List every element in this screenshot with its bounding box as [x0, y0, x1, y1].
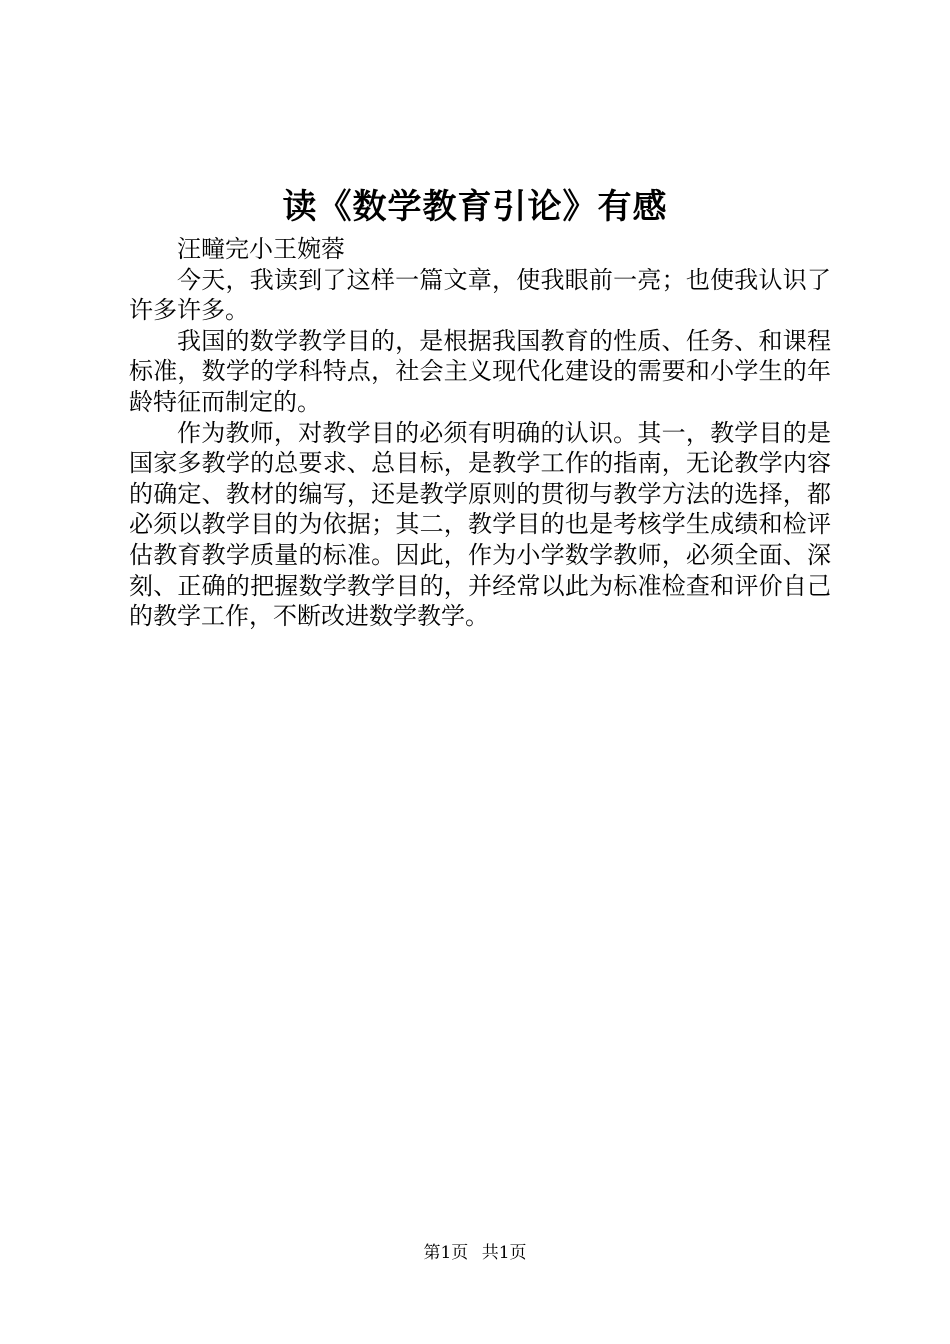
paragraph-1: 今天，我读到了这样一篇文章，使我眼前一亮；也使我认识了许多许多。	[129, 265, 831, 325]
paragraph-2: 我国的数学教学目的，是根据我国教育的性质、任务、和课程标准，数学的学科特点，社会主义现代化建设的需要和小学生的年龄特征而制定的。	[129, 326, 831, 416]
page-footer	[0, 1241, 950, 1265]
page-total: 共1页	[481, 1243, 527, 1263]
paragraph-3: 作为教师，对教学目的必须有明确的认识。其一，教学目的是国家多教学的总要求、总目标，是教学工作的指南，无论教学内容的确定、教材的编写，还是教学原则的贯彻与教学方法的选择，都必须以教学目的为依据；其二，教学目的也是考核学生成绩和检评估教育教学质量的标准。因此，作为小学数学教师，必须全面、深刻、正确的把握数学教学目的，并经常以此为标准检查和评价自己的教学工作，不断改进数学教学。	[129, 418, 831, 631]
document-body	[129, 234, 831, 632]
author-line: 汪疃完小王婉蓉	[177, 235, 345, 263]
document-title: 读《数学教育引论》有感	[282, 187, 668, 227]
page-number: 第1页	[423, 1243, 469, 1263]
